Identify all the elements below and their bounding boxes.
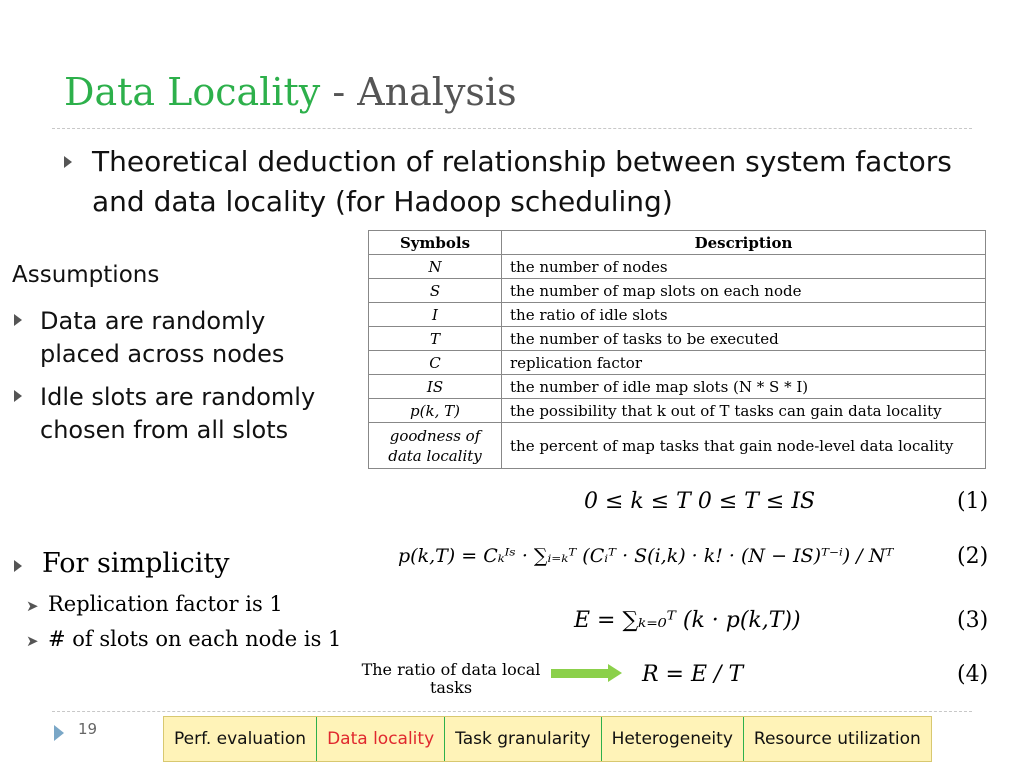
- arrow-head-icon: [608, 664, 622, 682]
- header-symbols: Symbols: [369, 231, 502, 255]
- chevron-right-icon: ➤: [26, 632, 39, 650]
- table-row: [369, 303, 986, 327]
- symbol-cell: IS: [369, 375, 502, 399]
- symbols-table: [368, 230, 986, 469]
- symbol-cell: T: [369, 327, 502, 351]
- assumptions-heading: Assumptions: [12, 262, 160, 288]
- description-cell: the number of nodes: [502, 255, 986, 279]
- ratio-caption: The ratio of data local tasks: [361, 660, 541, 697]
- arrow-right-icon: [551, 669, 609, 678]
- footer-divider: [52, 711, 972, 712]
- table-row: [369, 255, 986, 279]
- equation-3: E = ∑ₖ₌₀ᵀ (k · p(k,T)): [574, 608, 801, 633]
- nav-tab-task-granularity[interactable]: Task granularity: [445, 717, 601, 761]
- description-cell: replication factor: [502, 351, 986, 375]
- bullet-arrow-icon: [64, 156, 72, 168]
- table-row: [369, 327, 986, 351]
- equation-number: (2): [957, 544, 989, 569]
- equation-number: (1): [957, 489, 989, 514]
- title-highlight: Data Locality: [64, 70, 321, 114]
- equation-4: R = E / T: [642, 662, 744, 687]
- description-cell: the ratio of idle slots: [502, 303, 986, 327]
- section-nav-bar: [163, 716, 932, 762]
- symbol-cell: S: [369, 279, 502, 303]
- nav-tab-data-locality[interactable]: Data locality: [317, 717, 445, 761]
- table-row: [369, 375, 986, 399]
- nav-tab-perf-evaluation[interactable]: Perf. evaluation: [164, 717, 317, 761]
- slide-marker-icon: [54, 725, 64, 741]
- description-cell: the number of idle map slots (N * S * I): [502, 375, 986, 399]
- equation-1: 0 ≤ k ≤ T 0 ≤ T ≤ IS: [584, 489, 816, 514]
- page-title: [64, 70, 517, 114]
- header-description: Description: [502, 231, 986, 255]
- simplicity-heading: For simplicity: [42, 548, 230, 579]
- assumption-item: Idle slots are randomly chosen from all slots: [40, 383, 316, 444]
- equation-number: (4): [957, 662, 989, 687]
- title-rest: - Analysis: [320, 70, 517, 114]
- simplicity-item: Replication factor is 1: [48, 592, 283, 616]
- table-header-row: [369, 231, 986, 255]
- description-cell: the number of map slots on each node: [502, 279, 986, 303]
- simplicity-item: # of slots on each node is 1: [48, 627, 342, 651]
- symbol-cell: I: [369, 303, 502, 327]
- title-divider: [52, 128, 972, 129]
- equation-number: (3): [957, 608, 989, 633]
- equation-2: p(k,T) = Cₖᴵˢ · ∑ᵢ₌ₖᵀ (Cᵢᵀ · S(i,k) · k! · (N − IS)ᵀ⁻ⁱ) / Nᵀ: [398, 545, 894, 567]
- symbol-cell: C: [369, 351, 502, 375]
- symbol-cell: p(k, T): [369, 399, 502, 423]
- main-bullet-text: Theoretical deduction of relationship between system factors and data locality (for Hadoop scheduling): [92, 145, 952, 218]
- slide-number: 19: [78, 720, 98, 738]
- chevron-right-icon: ➤: [26, 597, 39, 615]
- symbol-cell: goodness of data locality: [369, 423, 502, 469]
- table-row: [369, 423, 986, 469]
- bullet-arrow-icon: [14, 314, 22, 326]
- table-row: [369, 351, 986, 375]
- description-cell: the percent of map tasks that gain node-level data locality: [502, 423, 986, 469]
- assumption-item: Data are randomly placed across nodes: [40, 307, 285, 368]
- nav-tab-heterogeneity[interactable]: Heterogeneity: [602, 717, 744, 761]
- table-row: [369, 279, 986, 303]
- description-cell: the possibility that k out of T tasks can gain data locality: [502, 399, 986, 423]
- table-row: [369, 399, 986, 423]
- bullet-arrow-icon: [14, 560, 22, 572]
- symbol-cell: N: [369, 255, 502, 279]
- description-cell: the number of tasks to be executed: [502, 327, 986, 351]
- nav-tab-resource-utilization[interactable]: Resource utilization: [753, 729, 921, 749]
- bullet-arrow-icon: [14, 390, 22, 402]
